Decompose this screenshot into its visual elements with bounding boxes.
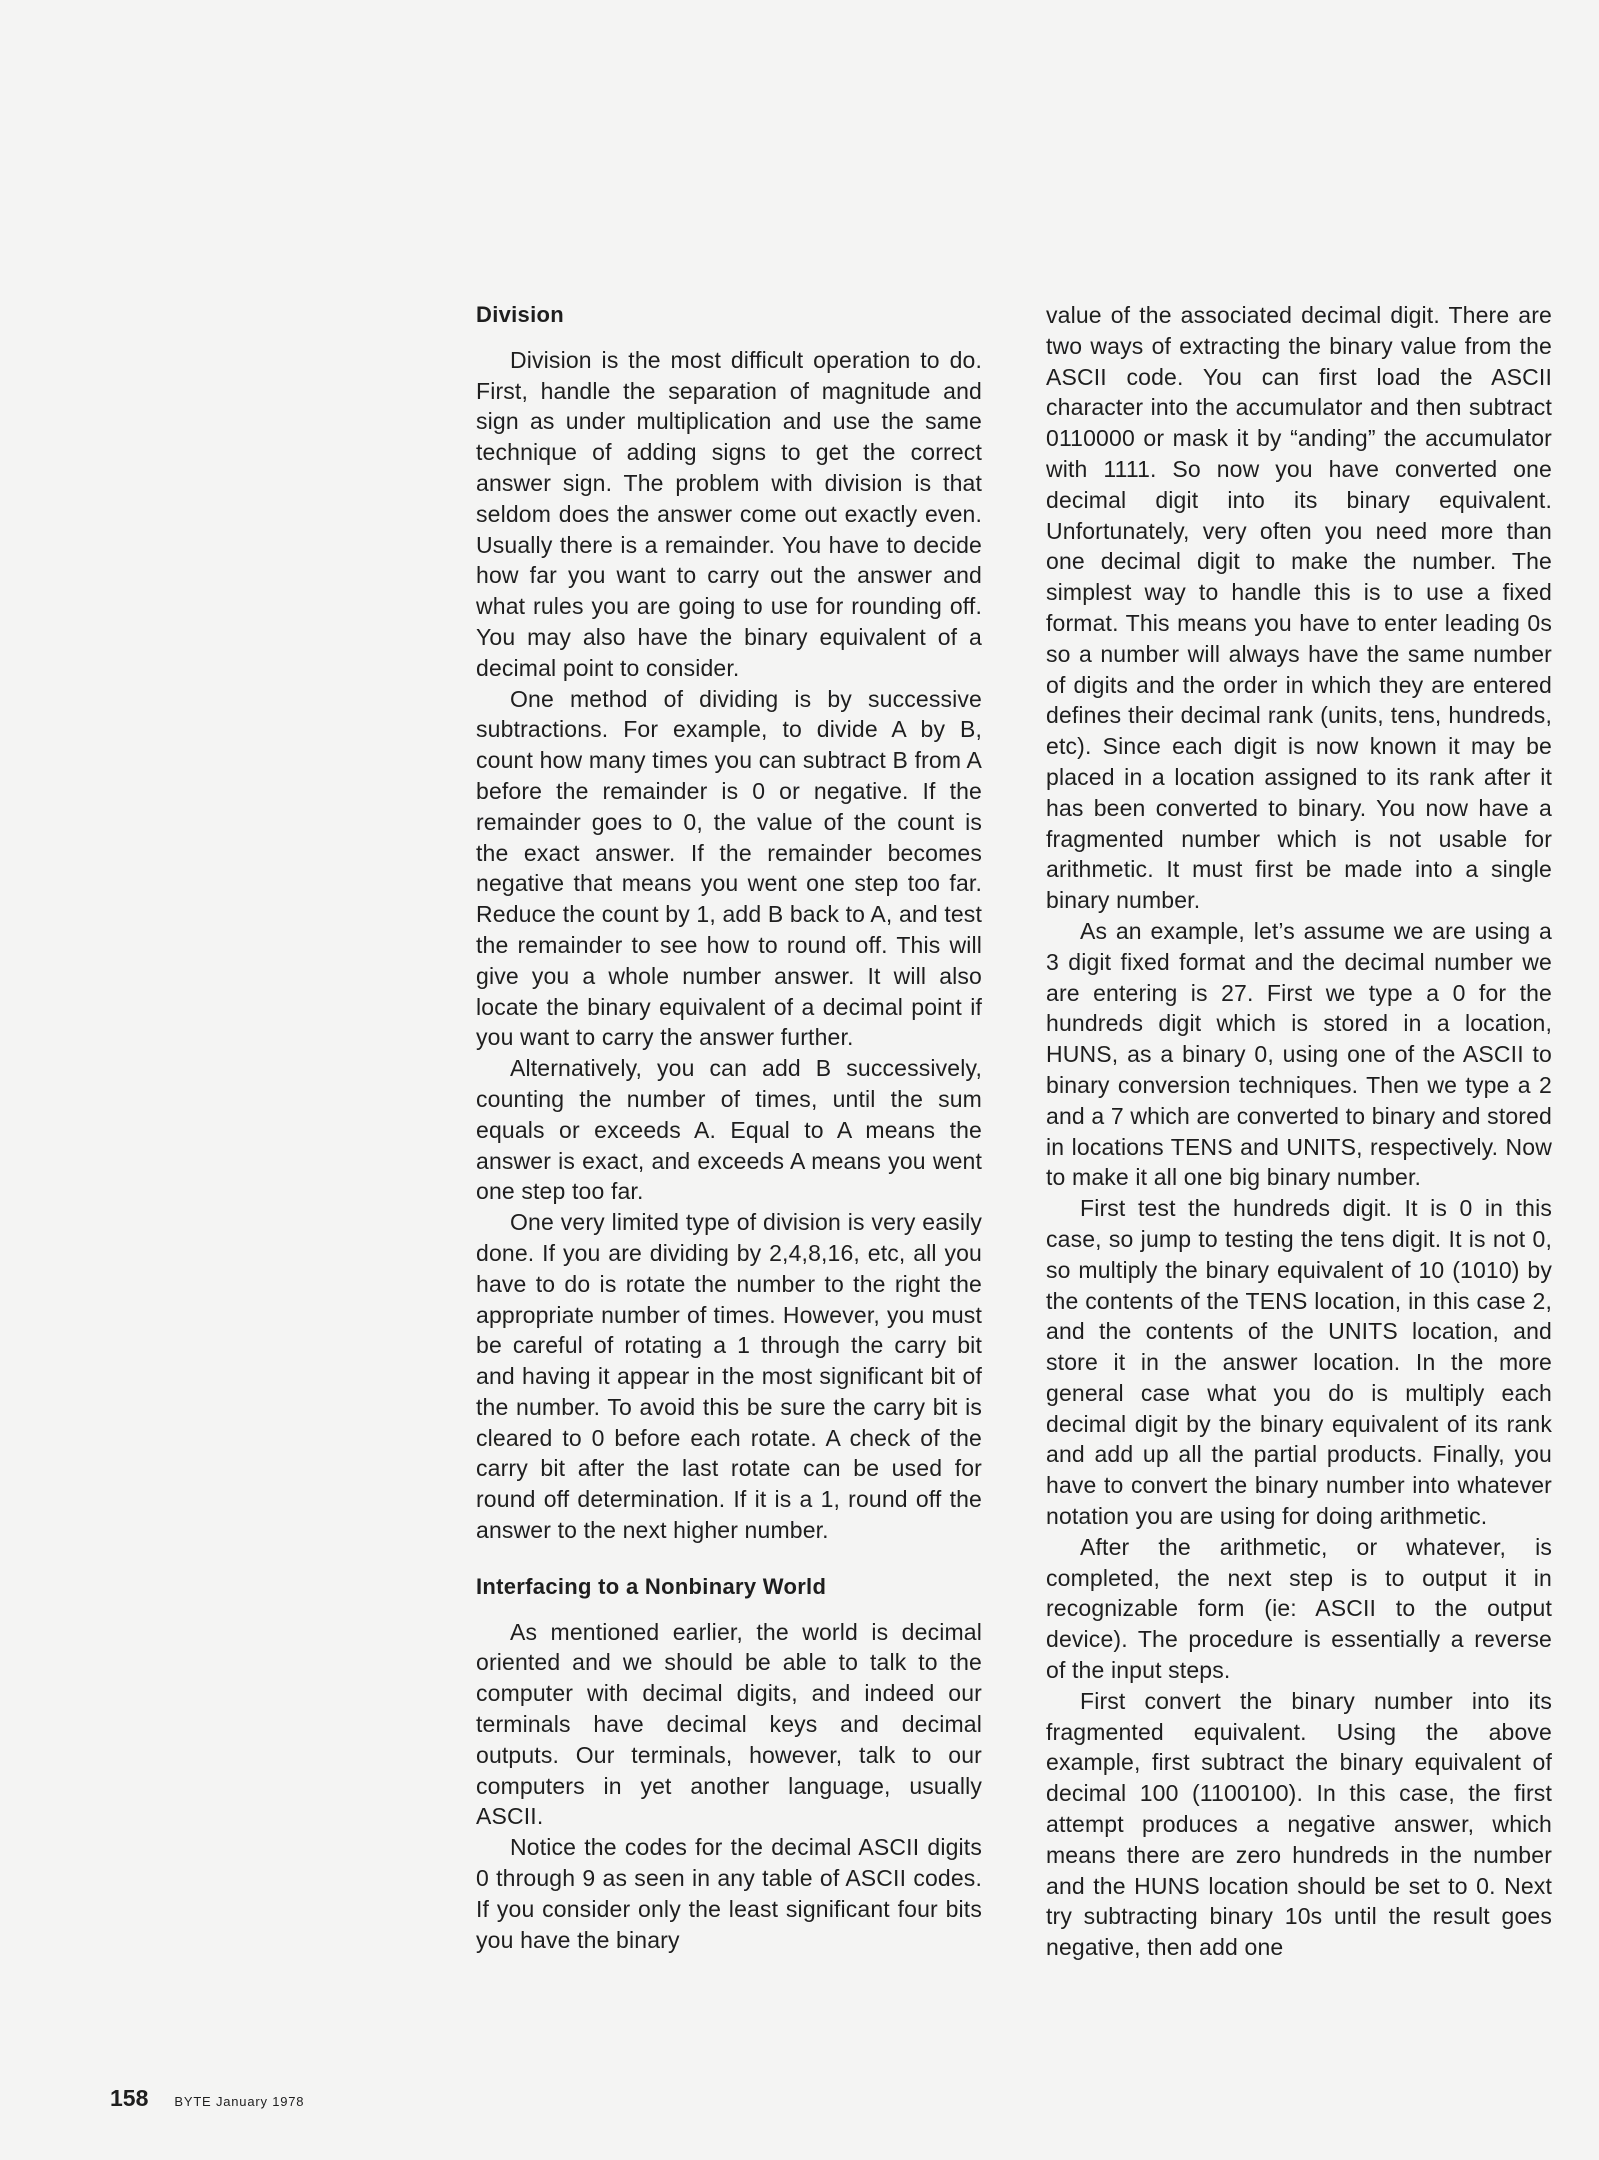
page-number: 158 <box>110 2085 149 2111</box>
right-column <box>1046 300 1552 1963</box>
paragraph: One method of dividing is by successive subtractions. For example, to divide A by B, count how many times you can subtract B from A before the remainder is 0 or negative. If the remainder goes to 0, the value of the count is the exact answer. If the remainder becomes negative that means you went one step too far. Reduce the count by 1, add B back to A, and test the remainder to see how to round off. This will give you a whole number answer. It will also locate the binary equivalent of a decimal point if you want to carry the answer further. <box>476 685 982 1051</box>
page-footer <box>110 2085 304 2112</box>
paragraph: First convert the binary number into its fragmented equivalent. Using the above example, first subtract the binary equivalent of decimal 100 (1100100). In this case, the first attempt produces a negative answer, which means there are zero hundreds in the number and the HUNS location should be set to 0. Next try subtracting binary 10s until the result goes negative, then add one <box>1046 1687 1552 1961</box>
publication-info: BYTE January 1978 <box>174 2094 305 2109</box>
paragraph: Alternatively, you can add B successively, counting the number of times, until the sum equals or exceeds A. Equal to A means the answer is exact, and exceeds A means you went one step too far. <box>476 1055 982 1205</box>
section-heading-interfacing: Interfacing to a Nonbinary World <box>476 1573 827 1599</box>
paragraph: One very limited type of division is very easily done. If you are dividing by 2,4,8,16, etc, all you have to do is rotate the number to the right the appropriate number of times. However, you must be careful of rotating a 1 through the carry bit and having it appear in the most significant bit of the number. To avoid this be sure the carry bit is cleared to 0 before each rotate. A check of the carry bit after the last rotate can be used for round off determination. If it is a 1, round off the answer to the next higher number. <box>476 1209 982 1544</box>
paragraph: Notice the codes for the decimal ASCII digits 0 through 9 as seen in any table of ASCII codes. If you consider only the least significant four bits you have the binary <box>476 1834 982 1953</box>
paragraph: As an example, let’s assume we are using a 3 digit fixed format and the decimal number we are entering is 27. First we type a 0 for the hundreds digit which is stored in a location, HUNS, as a binary 0, using one of the ASCII to binary conversion techniques. Then we type a 2 and a 7 which are converted to binary and stored in locations TENS and UNITS, respectively. Now to make it all one big binary number. <box>1046 917 1552 1191</box>
paragraph: As mentioned earlier, the world is decimal oriented and we should be able to talk to the computer with decimal digits, and indeed our terminals have decimal keys and decimal outputs. Our terminals, however, talk to our computers in yet another language, usually ASCII. <box>476 1618 982 1830</box>
section-heading-division: Division <box>476 302 564 327</box>
paragraph: First test the hundreds digit. It is 0 in this case, so jump to testing the tens digit. It is not 0, so multiply the binary equivalent of 10 (1010) by the contents of the TENS location, in this case 2, and the contents of the UNITS location, and store it in the answer location. In the more general case what you do is multiply each decimal digit by the binary equivalent of its rank and add up all the partial products. Finally, you have to convert the binary number into whatever notation you are using for doing arithmetic. <box>1046 1195 1552 1530</box>
paragraph: Division is the most difficult operation to do. First, handle the separation of magnitude and sign as under multiplication and use the same technique of adding signs to get the correct answer sign. The problem with division is that seldom does the answer come out exactly even. Usually there is a remainder. You have to decide how far you want to carry out the answer and what rules you are going to use for rounding off. You may also have the binary equivalent of a decimal point to consider. <box>476 346 982 681</box>
left-column <box>476 300 982 1955</box>
paragraph-continued: value of the associated decimal digit. There are two ways of extracting the binary value from the ASCII code. You can first load the ASCII character into the accumulator and then subtract 0110000 or mask it by “anding” the accumulator with 1111. So now you have converted one decimal digit into its binary equivalent. Unfortunately, very often you need more than one decimal digit to make the number. The simplest way to handle this is to use a fixed format. This means you have to enter leading 0s so a number will always have the same number of digits and the order in which they are entered defines their decimal rank (units, tens, hundreds, etc). Since each digit is now known it may be placed in a location assigned to its rank after it has been converted to binary. You now have a fragmented number which is not usable for arithmetic. It must first be made into a single binary number. <box>1046 302 1552 914</box>
paragraph: After the arithmetic, or whatever, is completed, the next step is to output it in recognizable form (ie: ASCII to the output device). The procedure is essentially a reverse of the input steps. <box>1046 1533 1552 1684</box>
